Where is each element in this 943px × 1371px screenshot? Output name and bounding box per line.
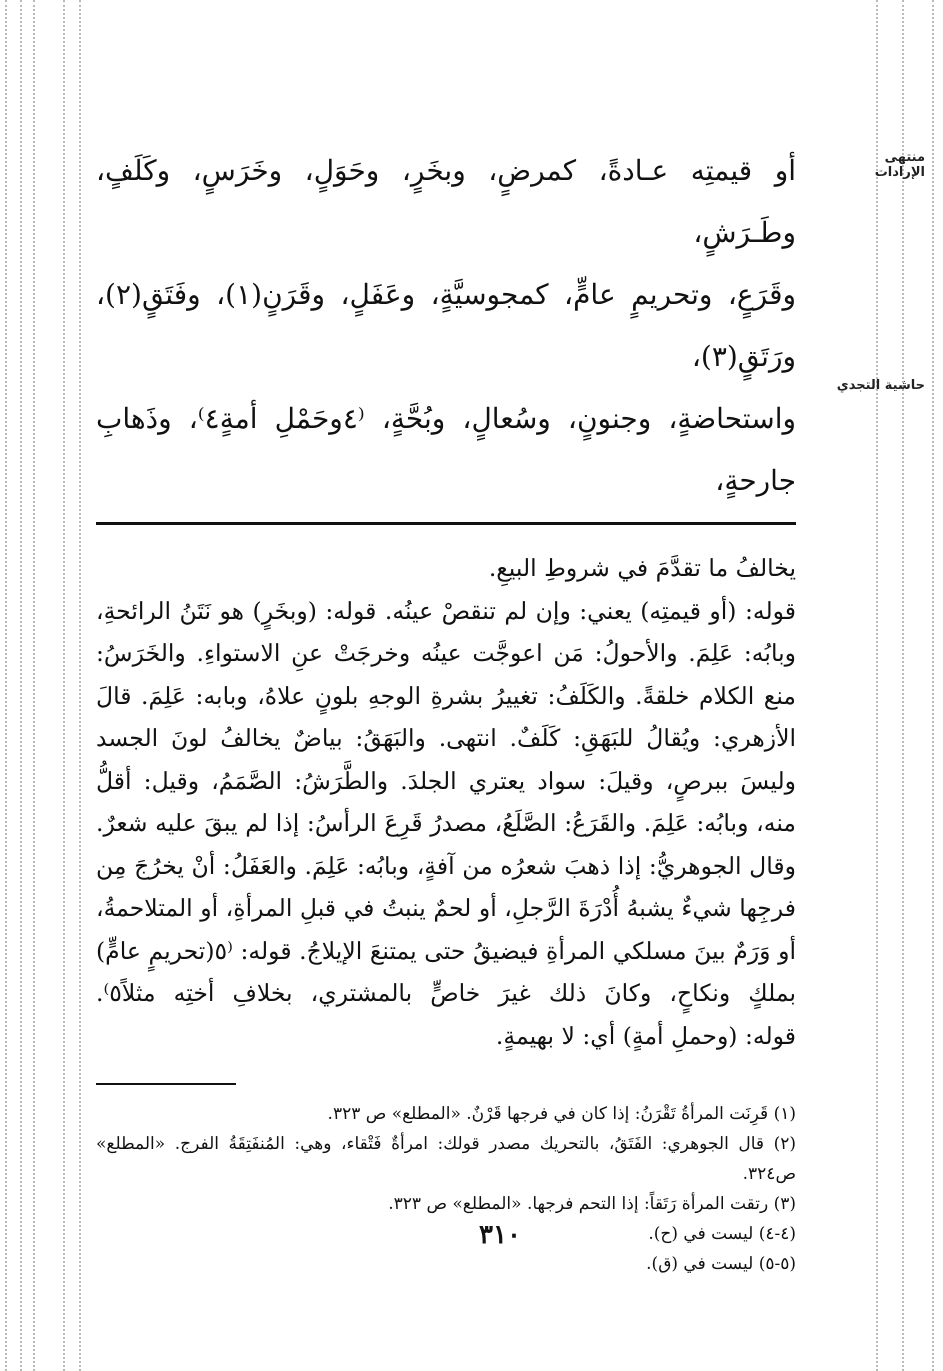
page-body — [96, 140, 796, 1279]
commentary-text — [96, 547, 796, 1057]
margin-guide-7 — [902, 0, 904, 1371]
margin-guide-2 — [20, 0, 22, 1371]
footnote-2: (٢) قال الجوهري: الفَتَقُ، بالتحريك مصدر قولك: امرأةٌ فَتْقاء، وهي: المُنفَتِقَةُ الفرج. «المطلع» — [96, 1134, 796, 1154]
footnote-3: (٣) رتقت المرأة رَتَقاً: إذا التحم فرجها. «المطلع» ص ٣٢٣. — [388, 1194, 796, 1214]
main-line-2: وقَرَعٍ، وتحريمٍ عامٍّ، كمجوسيَّةٍ، وعَفَلٍ، وقَرَنٍ(١)، وفَتَقٍ(٢)، ورَتَقٍ(٣)، — [96, 278, 796, 373]
commentary-last-line: قوله: (وحملِ أمةٍ) أي: لا بهيمةٍ. — [495, 1021, 796, 1050]
commentary-first-line: يخالفُ ما تقدَّمَ في شروطِ البيعِ. — [488, 554, 796, 582]
section-divider — [96, 522, 796, 525]
margin-guide-4 — [63, 0, 65, 1371]
footnote-5: (٥-٥) ليست في (ق). — [646, 1254, 796, 1274]
footnote-1: (١) قَرِنَت المرأةُ تَقْرَنُ: إذا كان في فرجها قَرْنٌ. «المطلع» ص ٣٢٣. — [327, 1104, 796, 1124]
footnote-divider — [96, 1083, 236, 1085]
footnotes — [96, 1099, 796, 1279]
page-number: ٣١٠ — [479, 1220, 521, 1250]
margin-guide-6 — [876, 0, 878, 1371]
main-line-3: واستحاضةٍ، وجنونٍ، وسُعالٍ، وبُحَّةٍ، ⁽٤وحَمْلِ أمةٍ٤⁾، وذَهابِ جارحةٍ، — [96, 402, 796, 497]
side-label-book: منتهى الإرادات — [874, 150, 925, 180]
main-text — [96, 140, 796, 512]
margin-guide-3 — [33, 0, 35, 1371]
margin-guide-8 — [932, 0, 934, 1371]
margin-guide-1 — [5, 0, 7, 1371]
commentary-paragraph: قوله: (أو قيمتِه) يعني: وإن لم تنقصْ عينُه. قوله: (وبخَرٍ) هو نَتَنُ الرائحةِ، وبابُه: عَلِمَ. والأحولُ: مَن اعوجَّت عينُه وخرجَتْ عنِ الاستواءِ. والخَرَسُ: منع الكلام خلقةً. والكَلَفُ: تغييرُ بشرةِ الوجهِ بلونٍ علاهُ، وبابه: عَلِمَ. قالَ الأزهري: ويُقالُ للبَهَقِ: كَلَفٌ. انتهى. والبَهَقُ: بياضٌ يخالفُ لونَ الجسد وليسَ ببرصٍ، وقيلَ: سواد يعتري الجلدَ. والطَّرَشُ: الصَّمَمُ، وقيل: أقلُّ منه، وبابُه: عَلِمَ. والقَرَعُ: الصَّلَعُ، مصدرُ قَرِعَ الرأسُ: إذا لم يبقَ عليه شعرٌ. وقال الجوهريُّ: إذا ذهبَ شعرُه من آفةٍ، وبابُه: عَلِمَ. والعَفَلُ: أنْ يخرُجَ مِن فرجِها شيءٌ يشبهُ أُدْرَةَ الرَّجلِ، أو لحمٌ ينبتُ في قبلِ المرأةِ، أو المتلاحمةُ، أو وَرَمٌ بينَ مسلكي المرأةِ فيضيقُ حتى يمتنعَ الإيلاجُ. قوله: ⁽٥(تحريمٍ عامٍّ) بملكٍ ونكاحٍ، وكانَ ذلك غيرَ خاصٍّ بالمشتري، بخلافِ أختِه مثلاً٥⁾. — [96, 596, 796, 1007]
margin-guide-5 — [79, 0, 81, 1371]
footnote-2-continued: ص٣٢٤. — [742, 1164, 796, 1184]
main-line-1: أو قيمتِه عـادةً، كمرضٍ، وبخَرٍ، وحَوَلٍ، وخَرَسٍ، وكَلَفٍ، وطَـرَشٍ، — [96, 154, 796, 249]
side-label-commentary: حاشية التجدي — [836, 378, 925, 393]
footnote-4: (٤-٤) ليست في (ح). — [648, 1224, 796, 1244]
